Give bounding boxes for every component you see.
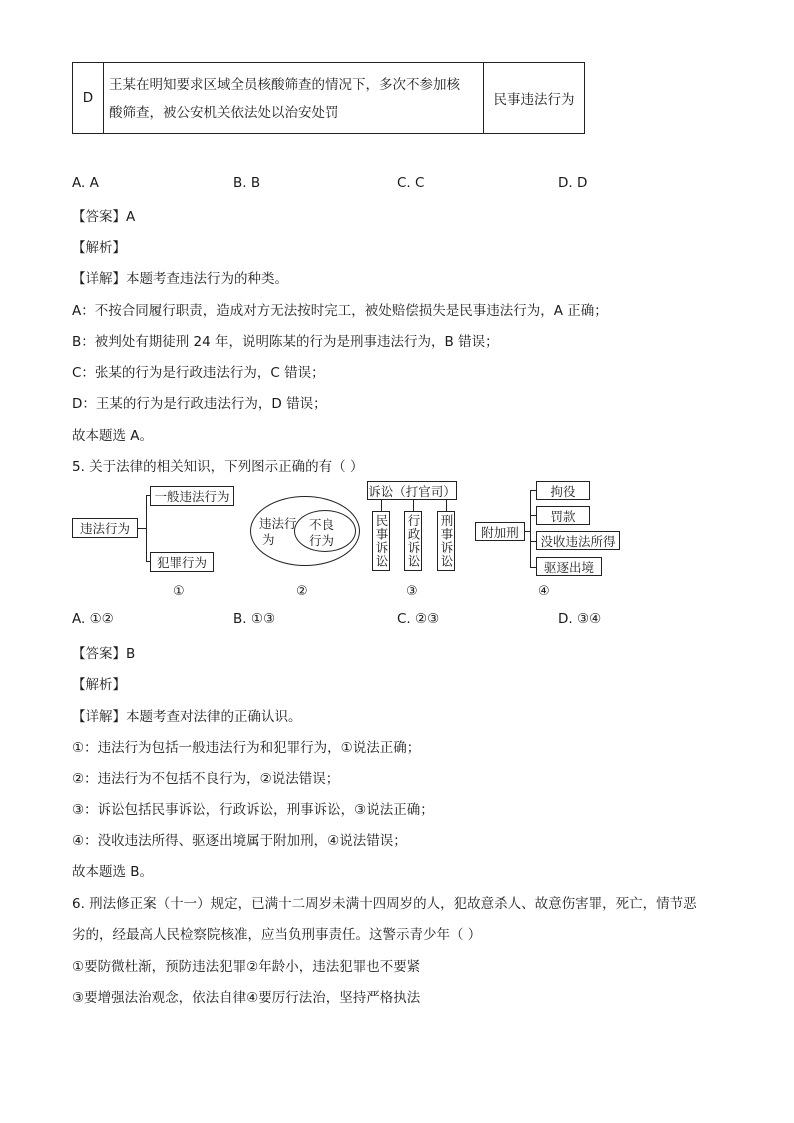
d2-outer-label-line2: 为 bbox=[262, 532, 275, 547]
d4-item-box: 拘役 bbox=[536, 481, 590, 500]
q5-option-a: A. ①② bbox=[72, 611, 114, 627]
q5-conclusion: 故本题选 B。 bbox=[72, 864, 154, 880]
q4-conclusion: 故本题选 A。 bbox=[72, 428, 154, 444]
q4-line: C：张某的行为是行政违法行为，C 错误； bbox=[72, 365, 325, 381]
d3-branch-admin: 行政诉讼 bbox=[404, 511, 422, 571]
q5-option-c: C. ②③ bbox=[397, 611, 440, 627]
d3-connector bbox=[381, 500, 382, 511]
d1-root-box: 违法行为 bbox=[72, 518, 138, 538]
d4-connector bbox=[530, 490, 531, 568]
q4-option-d: D. D bbox=[558, 175, 588, 191]
d2-inner-label-line1: 不良 bbox=[309, 517, 335, 532]
q5-answer: 【答案】B bbox=[72, 646, 136, 662]
q6-question-line1: 6. 刑法修正案（十一）规定，已满十二周岁未满十四周岁的人，犯故意杀人、故意伤害罪，死亡，情节恶 bbox=[72, 896, 697, 912]
d2-outer-label-line1: 违法行 bbox=[259, 516, 297, 531]
q5-option-d: D. ③④ bbox=[558, 611, 602, 627]
q4-analysis: 【解析】 bbox=[72, 240, 126, 256]
d4-item-box: 驱逐出境 bbox=[536, 557, 602, 576]
q4-detail: 【详解】本题考查违法行为的种类。 bbox=[72, 271, 288, 287]
d3-branch-civil: 民事诉讼 bbox=[372, 511, 390, 571]
q5-line: ①：违法行为包括一般违法行为和犯罪行为，①说法正确； bbox=[72, 740, 421, 756]
d1-top-box: 一般违法行为 bbox=[150, 486, 234, 506]
d1-bottom-box: 犯罪行为 bbox=[150, 552, 214, 572]
d3-branch-criminal: 刑事诉讼 bbox=[437, 511, 455, 571]
d4-number: ④ bbox=[538, 584, 550, 599]
q5-analysis: 【解析】 bbox=[72, 677, 126, 693]
q4-answer: 【答案】A bbox=[72, 209, 136, 225]
d3-connector bbox=[413, 500, 414, 511]
q4-line: B：被判处有期徒刑 24 年，说明陈某的行为是刑事违法行为，B 错误； bbox=[72, 334, 499, 350]
d4-item-box: 罚款 bbox=[536, 506, 590, 525]
d2-number: ② bbox=[296, 584, 308, 599]
d1-connector bbox=[138, 528, 146, 529]
q6-options-line1: ①要防微杜渐，预防违法犯罪②年龄小，违法犯罪也不要紧 bbox=[72, 959, 421, 975]
question-table bbox=[72, 62, 585, 134]
d3-number: ③ bbox=[406, 584, 418, 599]
q5-question: 5. 关于法律的相关知识，下列图示正确的有（ ） bbox=[72, 459, 364, 475]
q4-option-a: A. A bbox=[72, 175, 99, 191]
q4-line: A：不按合同履行职责，造成对方无法按时完工，被处赔偿损失是民事违法行为，A 正确； bbox=[72, 303, 608, 319]
table-content-line1: 王某在明知要求区域全员核酸筛查的情况下，多次不参加核 bbox=[109, 77, 460, 93]
d3-top-box: 诉讼（打官司） bbox=[367, 481, 457, 500]
table-type: 民事违法行为 bbox=[493, 92, 575, 108]
q4-line: D：王某的行为是行政违法行为，D 错误； bbox=[72, 396, 327, 412]
d4-root-box: 附加刑 bbox=[475, 522, 525, 541]
table-content-line2: 酸筛查，被公安机关依法处以治安处罚 bbox=[109, 105, 339, 121]
q4-option-c: C. C bbox=[397, 175, 425, 191]
q5-line: ④：没收违法所得、驱逐出境属于附加刑，④说法错误； bbox=[72, 833, 407, 849]
d1-connector bbox=[146, 495, 147, 562]
d2-inner-label-line2: 行为 bbox=[309, 533, 335, 548]
table-row-label: D bbox=[73, 63, 104, 133]
d1-number: ① bbox=[173, 584, 185, 599]
q5-line: ②：违法行为不包括不良行为，②说法错误； bbox=[72, 771, 340, 787]
q6-options-line2: ③要增强法治观念，依法自律④要厉行法治，坚持严格执法 bbox=[72, 990, 421, 1006]
d3-connector bbox=[446, 500, 447, 511]
q4-option-b: B. B bbox=[233, 175, 261, 191]
q5-line: ③：诉讼包括民事诉讼，行政诉讼，刑事诉讼，③说法正确； bbox=[72, 802, 434, 818]
q5-detail: 【详解】本题考查对法律的正确认识。 bbox=[72, 709, 302, 725]
q5-option-b: B. ①③ bbox=[233, 611, 276, 627]
table-content bbox=[103, 63, 484, 133]
q6-question-line2: 劣的，经最高人民检察院核准，应当负刑事责任。这警示青少年（ ） bbox=[72, 927, 482, 943]
d4-item-box: 没收违法所得 bbox=[536, 531, 620, 550]
